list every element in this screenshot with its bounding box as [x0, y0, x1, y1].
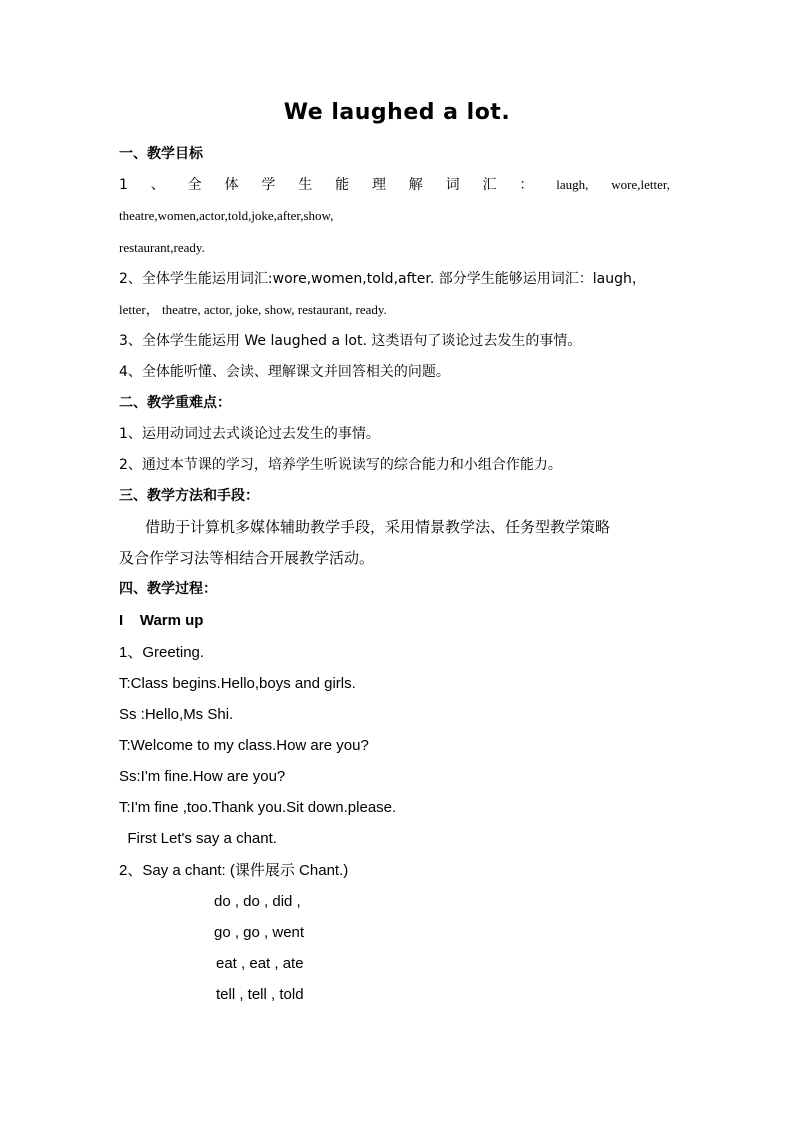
step-heading-warm-up: I Warm up [119, 612, 204, 629]
objective-1-token: 生 [298, 177, 313, 193]
objective-1-token: 解 [408, 177, 423, 193]
section-heading-key-points: 二、教学重难点： [119, 395, 231, 411]
dialogue-line: Ss :Hello,Ms Shi. [119, 706, 234, 723]
document-title: We laughed a lot. [283, 100, 511, 125]
objective-1-token: 能 [335, 177, 350, 193]
dialogue-line: T:Welcome to my class.How are you? [119, 737, 369, 754]
objective-1-token: 全 [187, 177, 202, 193]
key-point-2: 2、通过本节课的学习，培养学生听说读写的综合能力和小组合作能力。 [119, 457, 562, 473]
objective-3: 3、全体学生能运用 We laughed a lot. 这类语句了谈论过去发生的事情。 [119, 333, 582, 349]
objective-1-token: 体 [224, 177, 239, 193]
chant-title: 2、Say a chant: (课件展示 Chant.) [119, 862, 349, 879]
objective-1-line-2: theatre,women,actor,told,joke,after,show, [119, 208, 334, 223]
chant-line: go , go , went [214, 924, 305, 941]
methods-paragraph-line-1: 借助于计算机多媒体辅助教学手段，采用情景教学法、任务型教学策略 [145, 518, 611, 536]
objective-1-token: 学 [261, 177, 276, 193]
objective-1-token: 汇 [482, 177, 497, 193]
section-heading-methods: 三、教学方法和手段： [119, 488, 259, 504]
greeting-title: 1、Greeting. [119, 644, 205, 661]
objective-1-line-3: restaurant,ready. [119, 240, 205, 255]
objective-4: 4、全体能听懂、会读、理解课文并回答相关的问题。 [119, 364, 450, 380]
chant-line: tell , tell , told [216, 986, 304, 1003]
dialogue-line: T:Class begins.Hello,boys and girls. [119, 675, 356, 692]
section-heading-objectives: 一、教学目标 [119, 146, 203, 162]
objective-2-line-1: 2、全体学生能运用词汇:wore,women,told,after. 部分学生能够运用词汇：laugh， [119, 271, 646, 287]
section-heading-process: 四、教学过程： [119, 581, 217, 597]
dialogue-line: T:I'm fine ,too.Thank you.Sit down.please. [119, 799, 397, 816]
chant-line: do , do , did , [214, 893, 301, 910]
objective-1-token: 、 [150, 177, 165, 193]
objective-1-row [119, 175, 670, 195]
key-point-1: 1、运用动词过去式谈论过去发生的事情。 [119, 426, 380, 442]
objective-1-token: 理 [371, 177, 386, 193]
objective-1-token: wore,letter, [611, 177, 670, 192]
objective-1-token: 1 [119, 177, 128, 193]
dialogue-line: Ss:I'm fine.How are you? [119, 768, 286, 785]
objective-1-token: 词 [445, 177, 460, 193]
methods-paragraph-line-2: 及合作学习法等相结合开展教学活动。 [119, 549, 375, 567]
objective-1-token: laugh, [556, 177, 589, 192]
chant-line: eat , eat , ate [216, 955, 304, 972]
objective-2-line-2: letter， theatre, actor, joke, show, restaurant, ready. [119, 302, 387, 317]
dialogue-line: First Let's say a chant. [119, 830, 277, 847]
objective-1-token: ： [519, 177, 534, 193]
